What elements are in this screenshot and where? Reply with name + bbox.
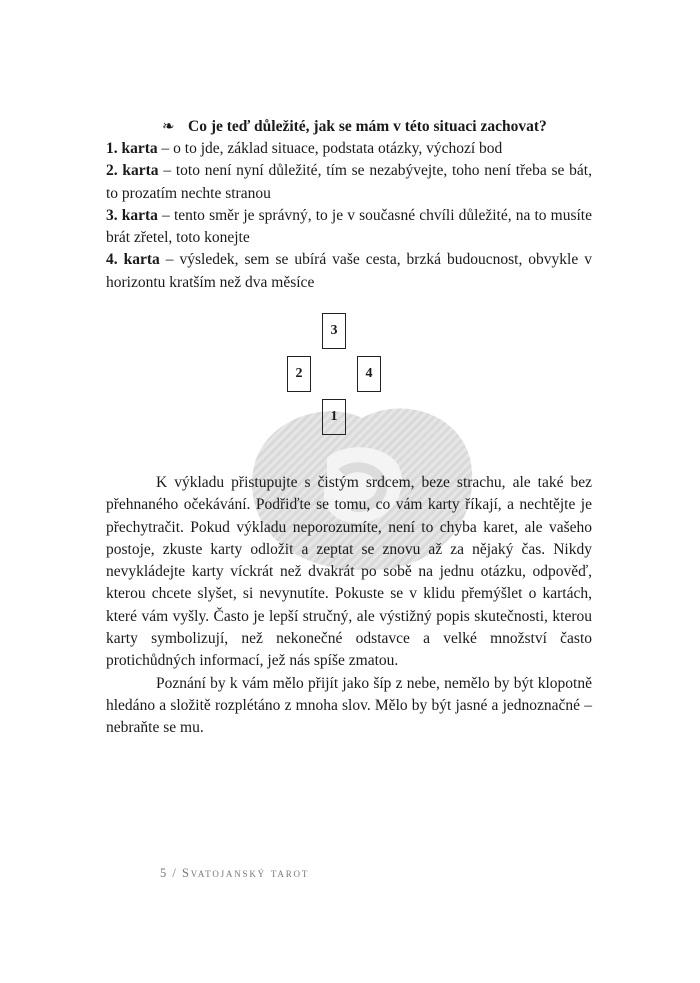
card-slot-3: 3 [322,313,346,349]
card-position-item [106,138,592,160]
paragraph: K výkladu přistupujte s čistým srdcem, beze strachu, ale také bez přehnaného očekávání. Podřiďte se tomu, co vám karty říkají, a nechtějte je přechytračit. Pokud výkladu neporozumíte, není to chyba karet, ale vašeho postoje, zkuste karty odložit a zeptat se znovu až za nějaký čas. Nikdy nevykládejte karty víckrát než dvakrát po sobě na jednu otázku, odpověď, kterou chcete slyšet, si nevynutíte. Pokuste se v klidu přemýšlet o kartách, které vám vyšly. Často je lepší stručný, ale výstižný popis skutečnosti, kterou karty symbolizují, než nekonečné odstavce a velké množství často protichůdných informací, jež nás spíše zmatou. [106,474,592,670]
card-position-item [106,160,592,205]
card-slot-1: 1 [322,399,346,435]
footer-separator: / [167,866,182,880]
card-position-item [106,205,592,250]
card-positions-list [106,138,592,294]
section-heading [162,116,592,138]
card-label: 1. karta [106,140,158,157]
card-label: 2. karta [106,162,159,180]
spread-diagram [287,313,383,445]
card-position-item [106,249,592,294]
card-description: – toto není nyní důležité, tím se nezabývejte, toho není třeba se bát, to prozatím nechte stranou [106,162,592,202]
body-text [106,472,592,740]
card-slot-2: 2 [287,356,311,392]
heading-text: Co je teď důležité, jak se mám v této situaci zachovat? [188,118,547,135]
page-footer [160,866,309,881]
card-label: 4. karta [106,251,160,269]
card-slot-4: 4 [357,356,381,392]
card-description: – tento směr je správný, to je v současné chvíli důležité, na to musíte brát zřetel, toto konejte [106,206,592,247]
card-description: – o to jde, základ situace, podstata otázky, výchozí bod [157,140,503,157]
page-number: 5 [160,866,168,880]
card-description: – výsledek, sem se ubírá vaše cesta, brzká budoucnost, obvykle v horizontu kratším než dva měsíce [106,251,592,291]
fleuron-icon: ❧ [162,119,175,135]
paragraph: Poznání by k vám mělo přijít jako šíp z nebe, nemělo by být klopotně hledáno a složitě rozplétáno z mnoha slov. Mělo by být jasné a jednoznačné – nebraňte se mu. [106,674,592,737]
card-label: 3. karta [106,206,158,224]
book-title: Svatojanský tarot [181,866,310,880]
